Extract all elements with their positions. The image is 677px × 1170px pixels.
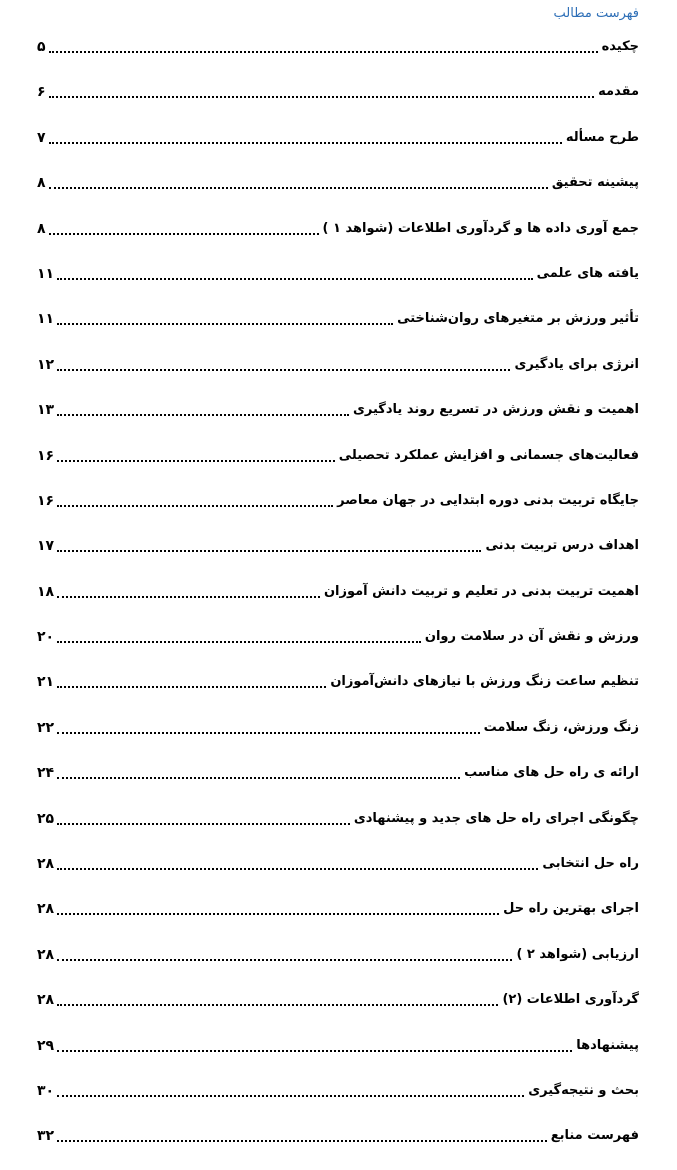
toc-entry-page: ۲۸ xyxy=(37,992,55,1009)
toc-entry-page: ۵ xyxy=(37,39,46,55)
toc-leader-dots xyxy=(57,686,326,688)
toc-entry[interactable] xyxy=(0,78,677,123)
toc-leader-dots xyxy=(57,777,460,779)
toc-entry-label: زنگ ورزش، زنگ سلامت xyxy=(483,719,639,735)
toc-entry-label: جمع آوری داده ها و گردآوری اطلاعات (شواهد ۱ ) xyxy=(322,220,639,236)
toc-entry[interactable] xyxy=(0,850,677,895)
toc-leader-dots xyxy=(57,414,349,416)
toc-entry[interactable] xyxy=(0,578,677,623)
toc-entry-page: ۸ xyxy=(37,220,46,237)
toc-entry[interactable] xyxy=(0,442,677,487)
toc-entry-label: ورزش و نقش آن در سلامت روان xyxy=(424,629,639,645)
toc-entry-label: اهمیت تربیت بدنی در تعلیم و تربیت دانش آموزان xyxy=(323,583,639,599)
toc-entry-label: تنظیم ساعت زنگ ورزش با نیازهای دانش‌آموزان xyxy=(330,674,639,690)
toc-entry-label: ارائه ی راه حل های مناسب xyxy=(464,765,639,781)
toc-leader-dots xyxy=(57,823,350,825)
toc-entry-page: ۱۸ xyxy=(37,583,55,600)
toc-title: فهرست مطالب xyxy=(553,6,639,21)
toc-entry-page: ۶ xyxy=(37,84,46,101)
toc-leader-dots xyxy=(57,1050,572,1052)
toc-entry[interactable] xyxy=(0,260,677,305)
toc-entry-page: ۸ xyxy=(37,175,46,192)
toc-leader-dots xyxy=(57,732,480,734)
toc-leader-dots xyxy=(57,868,538,870)
toc-entry-page: ۲۸ xyxy=(37,901,55,918)
toc-entry-label: اهمیت و نقش ورزش در تسریع روند یادگیری xyxy=(353,402,639,418)
toc-entry-label: تأثیر ورزش بر متغیرهای روان‌شناختی xyxy=(397,311,639,327)
toc-leader-dots xyxy=(57,1004,498,1006)
toc-entry-label: فهرست منابع xyxy=(550,1128,639,1144)
toc-entry[interactable] xyxy=(0,805,677,850)
toc-entry-page: ۲۵ xyxy=(37,810,55,827)
toc-entry[interactable] xyxy=(0,895,677,940)
toc-leader-dots xyxy=(57,550,481,552)
toc-entry-page: ۱۶ xyxy=(37,492,55,509)
toc-leader-dots xyxy=(57,1140,547,1142)
toc-leader-dots xyxy=(57,278,533,280)
toc-leader-dots xyxy=(49,233,319,235)
toc-entry-page: ۲۴ xyxy=(37,765,55,782)
toc-entry[interactable] xyxy=(0,532,677,577)
toc-entry[interactable] xyxy=(0,33,677,78)
toc-entry-page: ۱۷ xyxy=(37,538,55,555)
toc-entry[interactable] xyxy=(0,305,677,350)
toc-entry-page: ۳۲ xyxy=(37,1128,55,1145)
toc-entry-page: ۲۸ xyxy=(37,946,55,963)
toc-leader-dots xyxy=(57,596,320,598)
toc-leader-dots xyxy=(57,959,512,961)
toc-entry-label: یافته های علمی xyxy=(536,265,639,281)
toc-entry-label: پیشینه تحقیق xyxy=(551,175,639,191)
toc-leader-dots xyxy=(49,187,548,189)
toc-leader-dots xyxy=(57,641,421,643)
toc-entry-page: ۱۳ xyxy=(37,402,55,419)
toc-entry-label: چگونگی اجرای راه حل های جدید و پیشنهادی xyxy=(353,810,639,826)
toc-entry-label: طرح مسأله xyxy=(565,129,639,145)
toc-entry-label: ارزیابی (شواهد ۲ ) xyxy=(516,946,639,962)
toc-entry-page: ۲۹ xyxy=(37,1037,55,1054)
toc-entry-page: ۳۰ xyxy=(37,1082,55,1099)
toc-entry-label: بحث و نتیجه‌گیری xyxy=(528,1082,639,1098)
toc-leader-dots xyxy=(57,323,393,325)
toc-entry[interactable] xyxy=(0,1122,677,1167)
toc-leader-dots xyxy=(49,96,595,98)
toc-list xyxy=(0,33,677,1168)
toc-entry[interactable] xyxy=(0,487,677,532)
toc-entry-page: ۱۱ xyxy=(37,265,55,282)
toc-entry[interactable] xyxy=(0,714,677,759)
toc-entry-label: مقدمه xyxy=(598,84,639,100)
toc-entry[interactable] xyxy=(0,623,677,668)
toc-entry[interactable] xyxy=(0,1032,677,1077)
toc-entry-page: ۷ xyxy=(37,129,46,146)
toc-entry-label: گردآوری اطلاعات (۲) xyxy=(502,992,639,1008)
toc-entry-label: جایگاه تربیت بدنی دوره ابتدایی در جهان معاصر xyxy=(337,492,639,508)
toc-entry-label: چکیده xyxy=(601,39,639,54)
toc-entry-label: انرژی برای یادگیری xyxy=(514,356,639,372)
toc-entry-label: راه حل انتخابی xyxy=(542,856,639,872)
toc-entry[interactable] xyxy=(0,215,677,260)
toc-entry[interactable] xyxy=(0,351,677,396)
toc-leader-dots xyxy=(57,460,335,462)
toc-entry-label: پیشنهادها xyxy=(576,1037,639,1053)
toc-entry[interactable] xyxy=(0,668,677,713)
toc-leader-dots xyxy=(57,505,333,507)
toc-leader-dots xyxy=(49,51,598,53)
toc-entry-label: اجرای بهترین راه حل xyxy=(503,901,639,917)
toc-leader-dots xyxy=(49,142,562,144)
toc-entry-page: ۲۲ xyxy=(37,719,55,736)
toc-entry-page: ۲۱ xyxy=(37,674,55,691)
toc-entry-page: ۱۲ xyxy=(37,356,55,373)
toc-entry[interactable] xyxy=(0,169,677,214)
toc-entry[interactable] xyxy=(0,759,677,804)
toc-entry[interactable] xyxy=(0,986,677,1031)
toc-entry-label: فعالیت‌های جسمانی و افزایش عملکرد تحصیلی xyxy=(338,447,639,463)
toc-entry[interactable] xyxy=(0,941,677,986)
toc-leader-dots xyxy=(57,369,510,371)
toc-entry-page: ۱۶ xyxy=(37,447,55,464)
toc-entry-page: ۲۸ xyxy=(37,856,55,873)
toc-entry-page: ۱۱ xyxy=(37,311,55,328)
toc-entry[interactable] xyxy=(0,124,677,169)
toc-entry[interactable] xyxy=(0,1077,677,1122)
toc-entry[interactable] xyxy=(0,396,677,441)
toc-entry-page: ۲۰ xyxy=(37,629,55,646)
toc-leader-dots xyxy=(57,913,499,915)
toc-leader-dots xyxy=(57,1095,524,1097)
toc-entry-label: اهداف درس تربیت بدنی xyxy=(485,538,639,554)
